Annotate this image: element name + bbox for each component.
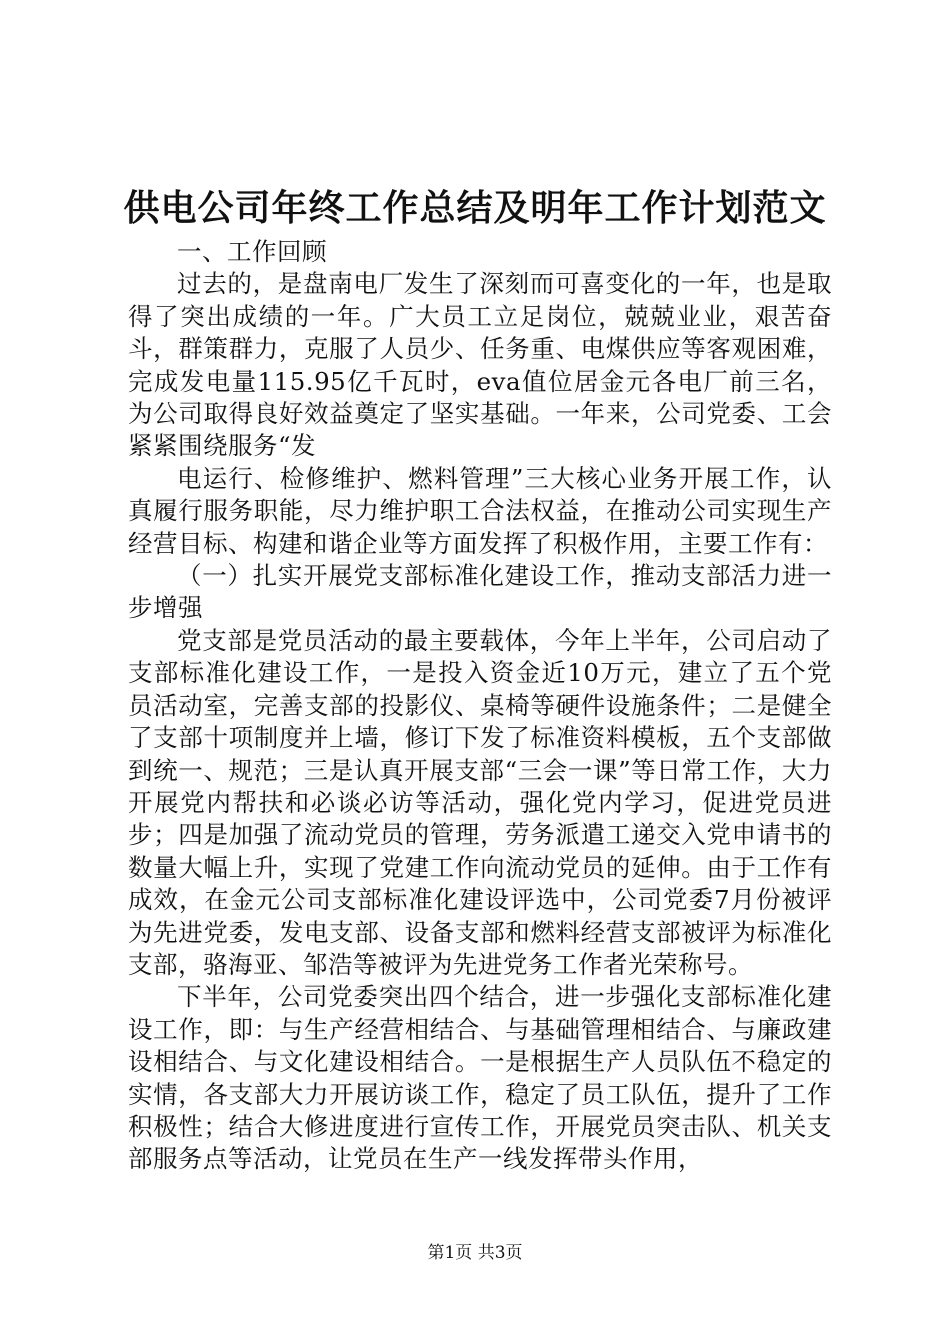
paragraph-overview: 过去的，是盘南电厂发生了深刻而可喜变化的一年，也是取得了突出成绩的一年。广大员工立足岗位，兢兢业业，艰苦奋斗，群策群力，克服了人员少、任务重、电煤供应等客观困难，完成发电量115.95亿千瓦时，eva值位居金元各电厂前三名，为公司取得良好效益奠定了坚实基础。一年来，公司党委、工会紧紧围绕服务“发: [128, 269, 832, 461]
subsection-heading-party-branch: （一）扎实开展党支部标准化建设工作，推动支部活力进一步增强: [128, 561, 832, 623]
document-title: 供电公司年终工作总结及明年工作计划范文: [123, 187, 827, 229]
paragraph-branch-standardization: 党支部是党员活动的最主要载体，今年上半年，公司启动了支部标准化建设工作，一是投入资金近10万元，建立了五个党员活动室，完善支部的投影仪、桌椅等硬件设施条件；二是健全了支部十项制度并上墙，修订下发了标准资料模板，五个支部做到统一、规范；三是认真开展支部“三会一课”等日常工作，大力开展党内帮扶和必谈必访等活动，强化党内学习，促进党员进步；四是加强了流动党员的管理，劳务派遣工递交入党申请书的数量大幅上升，实现了党建工作向流动党员的延伸。由于工作有成效，在金元公司支部标准化建设评选中，公司党委7月份被评为先进党委，发电支部、设备支部和燃料经营支部被评为标准化支部，骆海亚、邹浩等被评为先进党务工作者光荣称号。: [128, 625, 832, 979]
section-heading-review: 一、工作回顾: [177, 237, 327, 266]
document-body: [128, 236, 832, 1176]
page-number-footer: 第1页 共3页: [427, 1243, 523, 1263]
paragraph-core-business: 电运行、检修维护、燃料管理”三大核心业务开展工作，认真履行服务职能，尽力维护职工合法权益，在推动公司实现生产经营目标、构建和谐企业等方面发挥了积极作用，主要工作有：: [128, 463, 832, 558]
paragraph-second-half: 下半年，公司党委突出四个结合，进一步强化支部标准化建设工作，即：与生产经营相结合、与基础管理相结合、与廉政建设相结合、与文化建设相结合。一是根据生产人员队伍不稳定的实情，各支部大力开展访谈工作，稳定了员工队伍，提升了工作积极性；结合大修进度进行宣传工作，开展党员突击队、机关支部服务点等活动，让党员在生产一线发挥带头作用，: [128, 982, 832, 1174]
